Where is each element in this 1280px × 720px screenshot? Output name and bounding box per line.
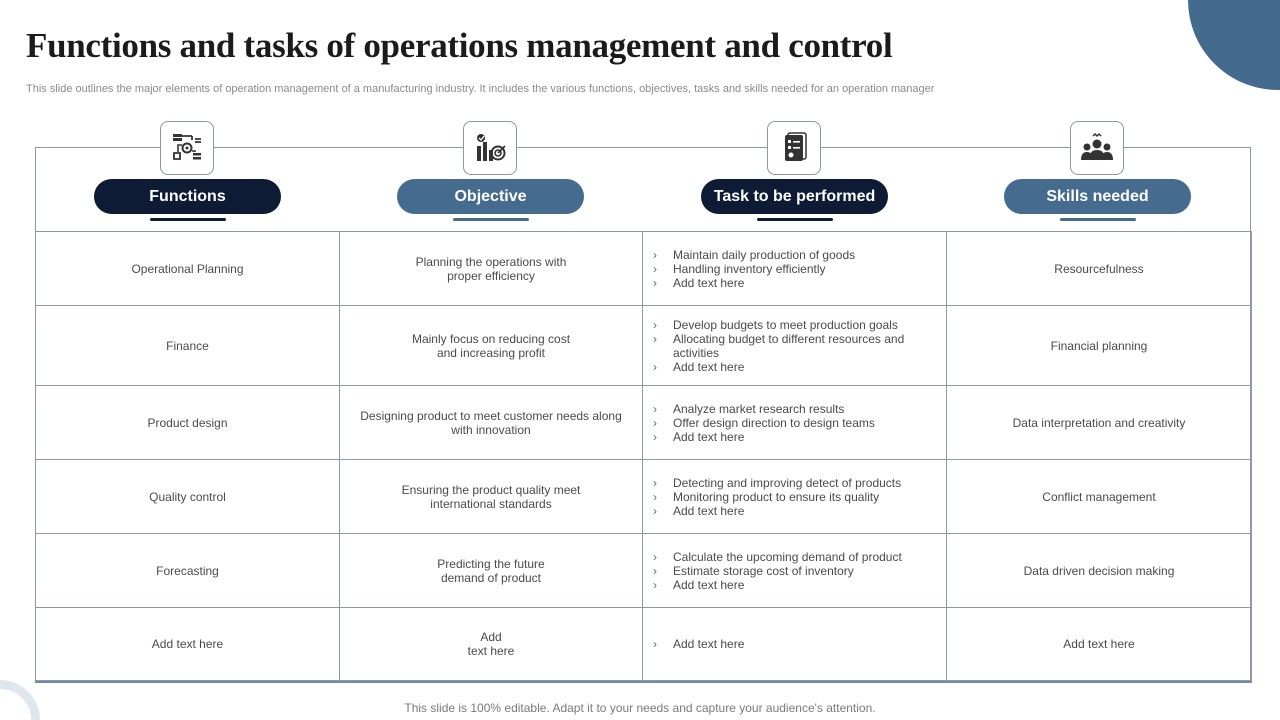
- skill-cell: Financial planning: [947, 306, 1252, 386]
- column-header-label: Objective: [397, 179, 584, 214]
- workflow-gear-icon: [160, 121, 214, 175]
- task-item: › Offer design direction to design teams: [673, 416, 934, 430]
- task-item: › Add text here: [673, 578, 934, 592]
- table-row: [36, 386, 1252, 460]
- objective-line: international standards: [430, 496, 552, 511]
- column-header-label: Task to be performed: [701, 179, 888, 214]
- task-item: › Allocating budget to different resources and activities: [673, 332, 934, 360]
- target-chart-icon: [463, 121, 517, 175]
- header-underline: [757, 218, 833, 221]
- function-cell: Quality control: [36, 460, 340, 534]
- footer-note: This slide is 100% editable. Adapt it to your needs and capture your audience's attention.: [404, 701, 876, 715]
- objective-cell: [340, 232, 643, 306]
- table-row: [36, 306, 1252, 386]
- objective-line: Planning the operations with: [415, 254, 567, 269]
- task-item: › Add text here: [673, 430, 934, 444]
- objective-cell: [340, 534, 643, 608]
- objective-line: Designing product to meet customer needs along: [360, 408, 622, 423]
- objective-line: Add: [480, 630, 502, 645]
- function-cell: Product design: [36, 386, 340, 460]
- objective-line: Mainly focus on reducing cost: [411, 331, 571, 346]
- task-item: › Add text here: [673, 276, 934, 290]
- objective-line: demand of product: [440, 570, 542, 585]
- tasks-cell: [643, 608, 947, 682]
- function-cell: Add text here: [36, 608, 340, 682]
- page-title: Functions and tasks of operations management and control: [26, 26, 893, 65]
- functions-table: [35, 231, 1252, 683]
- team-people-icon: [1070, 121, 1124, 175]
- table-row: [36, 232, 1252, 306]
- column-header-skills: [1004, 121, 1191, 221]
- objective-line: text here: [467, 644, 515, 659]
- table-row: [36, 534, 1252, 608]
- objective-cell: [340, 608, 643, 682]
- objective-cell: [340, 460, 643, 534]
- skill-cell: Add text here: [947, 608, 1252, 682]
- page-subtitle: This slide outlines the major elements of operation management of a manufacturing industry. It includes the various functions, objectives, tasks and skills needed for an operation manager: [26, 83, 935, 95]
- objective-line: with innovation: [451, 422, 531, 437]
- task-item: › Add text here: [673, 504, 934, 518]
- objective-cell: [340, 306, 643, 386]
- column-header-label: Skills needed: [1004, 179, 1191, 214]
- task-item: › Calculate the upcoming demand of product: [673, 550, 934, 564]
- function-cell: Forecasting: [36, 534, 340, 608]
- skill-cell: Data interpretation and creativity: [947, 386, 1252, 460]
- task-item: › Estimate storage cost of inventory: [673, 564, 934, 578]
- header-underline: [150, 218, 226, 221]
- task-item: › Detecting and improving detect of products: [673, 476, 934, 490]
- column-header-tasks: [701, 121, 888, 221]
- header-underline: [1060, 218, 1136, 221]
- task-item: › Monitoring product to ensure its quality: [673, 490, 934, 504]
- skill-cell: Data driven decision making: [947, 534, 1252, 608]
- task-item: › Handling inventory efficiently: [673, 262, 934, 276]
- tasks-cell: [643, 306, 947, 386]
- objective-cell: [340, 386, 643, 460]
- column-header-objective: [397, 121, 584, 221]
- table-row: [36, 608, 1252, 682]
- task-item: › Add text here: [673, 360, 934, 374]
- objective-line: Predicting the future: [437, 556, 545, 571]
- function-cell: Operational Planning: [36, 232, 340, 306]
- tasks-cell: [643, 232, 947, 306]
- task-document-icon: [767, 121, 821, 175]
- header-underline: [453, 218, 529, 221]
- objective-line: and increasing profit: [436, 345, 546, 360]
- objective-line: proper efficiency: [447, 268, 535, 283]
- tasks-cell: [643, 534, 947, 608]
- skill-cell: Resourcefulness: [947, 232, 1252, 306]
- table-row: [36, 460, 1252, 534]
- column-header-label: Functions: [94, 179, 281, 214]
- tasks-cell: [643, 460, 947, 534]
- task-item: › Analyze market research results: [673, 402, 934, 416]
- corner-decoration-circle: [1188, 0, 1280, 90]
- objective-line: Ensuring the product quality meet: [401, 482, 581, 497]
- task-item: › Maintain daily production of goods: [673, 248, 934, 262]
- task-item: › Develop budgets to meet production goals: [673, 318, 934, 332]
- column-header-functions: [94, 121, 281, 221]
- skill-cell: Conflict management: [947, 460, 1252, 534]
- function-cell: Finance: [36, 306, 340, 386]
- task-item: › Add text here: [673, 637, 934, 651]
- tasks-cell: [643, 386, 947, 460]
